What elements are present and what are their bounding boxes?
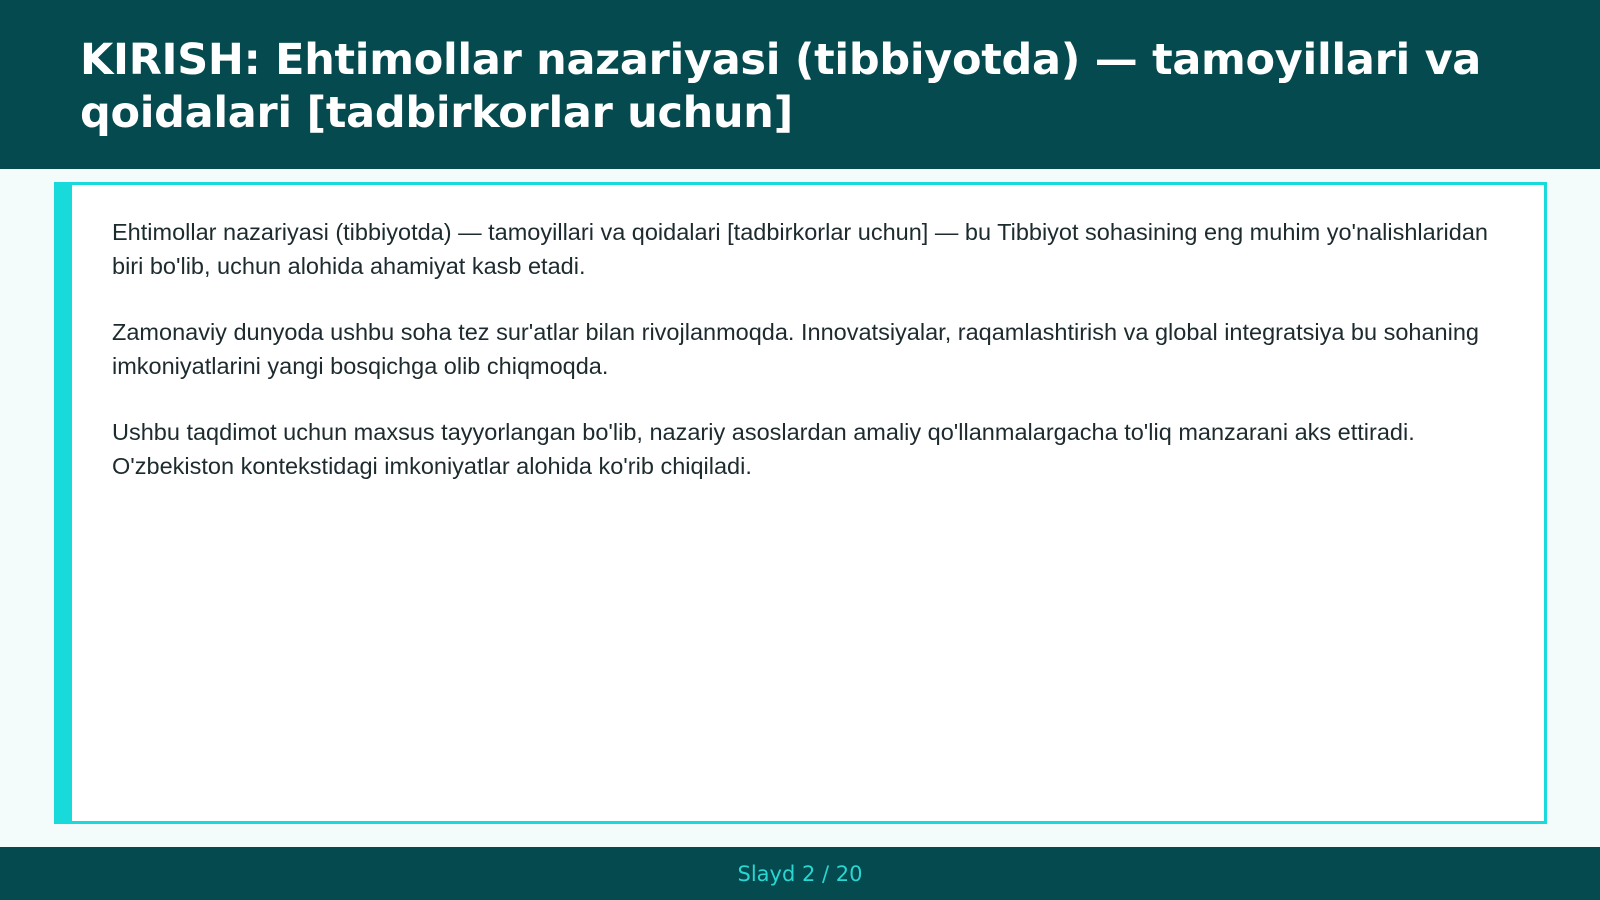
slide-header <box>0 0 1600 169</box>
content-paragraph: Ehtimollar nazariyasi (tibbiyotda) — tamoyillari va qoidalari [tadbirkorlar uchun] — bu Tibbiyot sohasining eng muhim yo'nalishlaridan biri bo'lib, uchun alohida ahamiyat kasb etadi. <box>112 219 1488 279</box>
content-box <box>54 182 1547 824</box>
slide-counter: Slayd 2 / 20 <box>737 862 863 886</box>
slide-title: KIRISH: Ehtimollar nazariyasi (tibbiyotda) — tamoyillari va qoidalari [tadbirkorlar uchun] <box>80 35 1482 138</box>
content-paragraph: Zamonaviy dunyoda ushbu soha tez sur'atlar bilan rivojlanmoqda. Innovatsiyalar, raqamlashtirish va global integratsiya bu sohaning imkoniyatlarini yangi bosqichga olib chiqmoqda. <box>112 319 1479 379</box>
slide-footer <box>0 847 1600 900</box>
content-paragraph: Ushbu taqdimot uchun maxsus tayyorlangan bo'lib, nazariy asoslardan amaliy qo'llanmalargacha to'liq manzarani aks ettiradi. O'zbekiston kontekstidagi imkoniyatlar alohida ko'rib chiqiladi. <box>112 419 1415 479</box>
